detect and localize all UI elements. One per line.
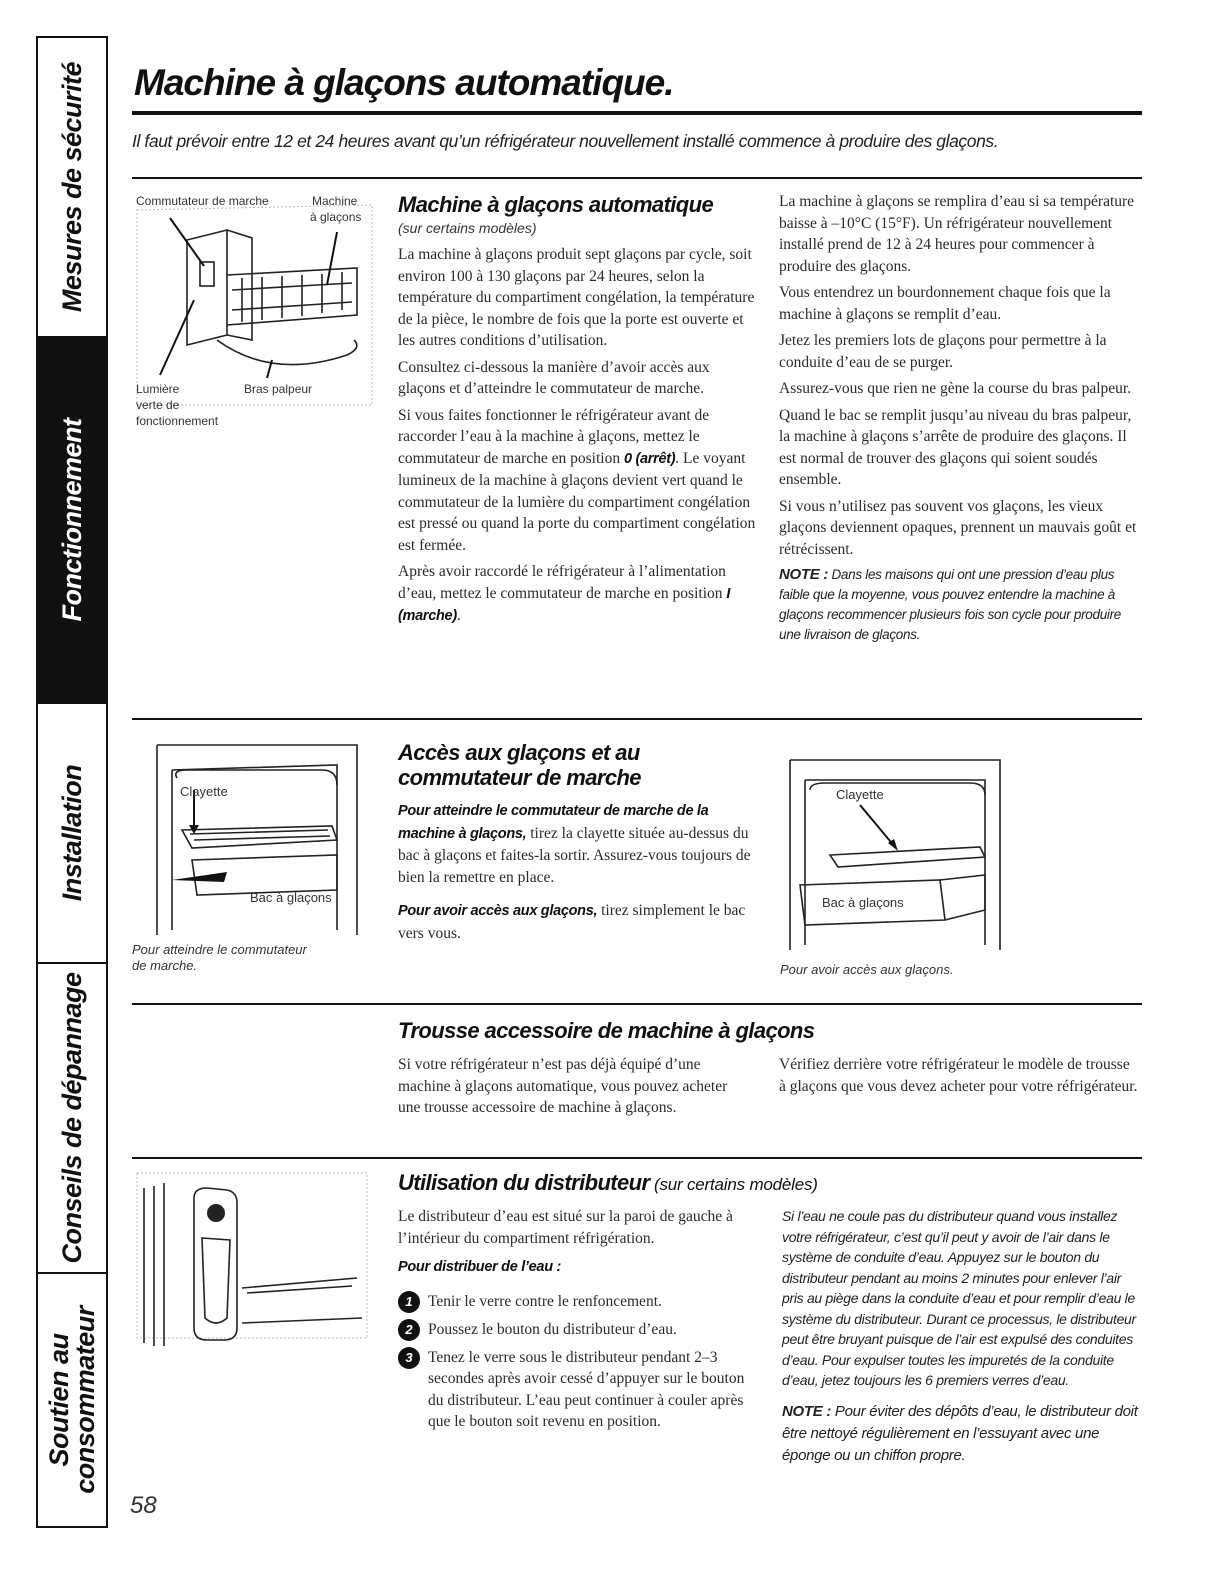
lead-text: Pour distribuer de l’eau :	[398, 1259, 562, 1275]
label-ice-bin: Bac à glaçons	[822, 895, 904, 910]
dispenser-illustration	[132, 1168, 372, 1358]
paragraph: Si vous n’utilisez pas souvent vos glaçons, les vieux glaçons deviennent opaques, prennent un mauvais goût et rétrécissent.	[779, 497, 1137, 558]
tab-label-line2: consommateur	[70, 1306, 100, 1494]
tab-label: Conseils de dépannage	[57, 972, 87, 1264]
note-label: NOTE :	[782, 1402, 832, 1420]
label-light-2: verte de	[136, 398, 180, 412]
paragraph: Si vous faites fonctionner le réfrigérateur avant de raccorder l’eau à la machine à glaçons, mettez le commutateur de marche en position 0 (arrêt). Le voyant lumineux de la machine à glaçons devient vert quand le commutateur de la lumière du compartiment congélation est pressé ou quand la porte du compartiment congélation est fermée.	[398, 406, 756, 554]
caption-left: Pour atteindre le commutateur de marche.	[132, 942, 307, 973]
step-number: 2	[398, 1319, 420, 1341]
note: NOTE : Pour éviter des dépôts d’eau, le distributeur doit être nettoyé régulièrement en l’essuyant avec une éponge ou un chiffon propre.	[782, 1402, 1138, 1464]
tab-label: Mesures de sécurité	[57, 61, 87, 313]
shelf-illustration-right	[780, 735, 1015, 955]
page-title: Machine à glaçons automatique.	[134, 62, 674, 103]
heading-machine-a-glacons: Machine à glaçons automatique	[398, 192, 714, 217]
label-light-1: Lumière	[136, 382, 180, 396]
tab-soutien-au-consommateur[interactable]	[38, 1274, 106, 1526]
section1-left-column	[398, 244, 758, 633]
paragraph: Le distributeur d’eau est situé sur la paroi de gauche à l’intérieur du compartiment réfrigération.	[398, 1208, 733, 1247]
title-rule	[132, 111, 1142, 115]
label-shelf: Clayette	[836, 787, 884, 802]
step-text: Poussez le bouton du distributeur d’eau.	[428, 1320, 677, 1338]
section2-text	[398, 800, 758, 949]
position-on: I (marche)	[398, 585, 731, 624]
shelf-illustration-left	[132, 730, 372, 940]
paragraph: Vous entendrez un bourdonnement chaque fois que la machine à glaçons se remplit d’eau.	[779, 284, 1111, 323]
note-label: NOTE :	[779, 566, 829, 583]
heading-sub: (sur certains modèles)	[649, 1175, 818, 1194]
note-paragraph: Si l’eau ne coule pas du distributeur quand vous installez votre réfrigérateur, c’est qu’il peut y avoir de l’air dans le système de conduite d’eau. Appuyez sur le bouton du distributeur pendant au moins 2 minutes pour enlever l’air pris au piège dans la conduite d’eau et pour remplir d’eau le système du distributeur. Durant ce processus, le distributeur peut être bruyant puisque de l’air est expulsé des conduites d’eau. Pour expulser toutes les impuretés de la conduite d’eau, jetez toujours les 6 premiers verres d’eau.	[782, 1208, 1136, 1388]
tab-conseils-de-depannage[interactable]	[38, 964, 106, 1274]
paragraph: Quand le bac se remplit jusqu’au niveau du bras palpeur, la machine à glaçons s’arrête de produire des glaçons. Il est normal de trouver des glaçons qui soient soudés ensemble.	[779, 406, 1132, 488]
divider	[132, 1157, 1142, 1159]
tab-label: Installation	[57, 764, 87, 902]
label-machine-2: à glaçons	[310, 210, 362, 224]
intro-text: Il faut prévoir entre 12 et 24 heures avant qu’un réfrigérateur nouvellement installé commence à produire des glaçons.	[132, 131, 999, 151]
step-number: 3	[398, 1347, 420, 1369]
tab-label-line1: Soutien au	[44, 1333, 74, 1467]
divider	[132, 1003, 1142, 1005]
subnote-certain-models: (sur certains modèles)	[398, 220, 537, 236]
tab-label	[46, 1306, 98, 1494]
paragraph: Assurez-vous que rien ne gène la course du bras palpeur.	[779, 380, 1132, 397]
section4-right	[782, 1206, 1142, 1472]
page-number: 58	[130, 1492, 157, 1519]
step-text: Tenez le verre sous le distributeur pendant 2–3 secondes après avoir cessé d’appuyer sur le bouton du distributeur. L’eau peut continuer à couler après que le bouton soit revenu en position.	[428, 1348, 745, 1430]
step-item	[398, 1319, 758, 1341]
divider	[132, 718, 1142, 720]
caption-right: Pour avoir accès aux glaçons.	[780, 962, 954, 977]
position-off: 0 (arrêt)	[623, 450, 676, 467]
label-light-3: fonctionnement	[136, 414, 219, 428]
paragraph: Consultez ci-dessous la manière d’avoir accès aux glaçons et d’atteindre le commutateur de marche.	[398, 358, 710, 397]
dispenser-drawing	[132, 1168, 372, 1358]
paragraph: La machine à glaçons produit sept glaçons par cycle, soit environ 100 à 130 glaçons par 24 heures, selon la température du compartiment congélation, la température de la pièce, le nombre de fois que la porte est ouverte et les autres conditions d’utilisation.	[398, 246, 755, 349]
section1-right-column	[779, 191, 1139, 650]
step-number: 1	[398, 1291, 420, 1313]
paragraph: Pour atteindre le commutateur de marche de la machine à glaçons, tirez la clayette située au-dessus du bac à glaçons et faites-la sortir. Assurez-vous toujours de bien la remettre en place.	[398, 803, 751, 886]
paragraph: Jetez les premiers lots de glaçons pour permettre à la conduite d’eau de se purger.	[779, 332, 1107, 371]
section-tabs	[36, 36, 108, 1528]
label-shelf: Clayette	[180, 784, 228, 799]
step-text: Tenir le verre contre le renfoncement.	[428, 1292, 662, 1310]
note: NOTE : Dans les maisons qui ont une pression d’eau plus faible que la moyenne, vous pouvez entendre la machine à glaçons recommencer plusieurs fois son cycle pour produire une livraison de glaçons.	[779, 566, 1122, 642]
paragraph: Pour avoir accès aux glaçons, tirez simplement le bac vers vous.	[398, 902, 746, 942]
tab-mesures-de-securite[interactable]	[38, 38, 106, 338]
label-machine-1: Machine	[312, 194, 358, 208]
heading-acces-aux-glacons: Accès aux glaçons et au commutateur de marche	[398, 740, 641, 790]
divider	[132, 177, 1142, 179]
tab-label: Fonctionnement	[57, 418, 87, 622]
paragraph: Après avoir raccordé le réfrigérateur à l’alimentation d’eau, mettez le commutateur de marche en position I (marche).	[398, 563, 731, 624]
section3-left: Si votre réfrigérateur n’est pas déjà équipé d’une machine à glaçons automatique, vous pouvez acheter une trousse accessoire de machine à glaçons.	[398, 1056, 728, 1116]
paragraph: La machine à glaçons se remplira d’eau si sa température baisse à –10°C (15°F). Un réfrigérateur nouvellement installé prend de 12 à 24 heures pour commencer à produire des glaçons.	[779, 193, 1135, 275]
section3-right: Vérifiez derrière votre réfrigérateur le modèle de trousse à glaçons que vous devez acheter pour votre réfrigérateur.	[779, 1056, 1138, 1095]
label-arm: Bras palpeur	[244, 382, 313, 396]
section4-left	[398, 1206, 758, 1439]
tab-fonctionnement[interactable]	[38, 338, 106, 704]
heading-utilisation-distributeur: Utilisation du distributeur (sur certains modèles)	[398, 1170, 818, 1195]
label-ice-bin: Bac à glaçons	[250, 890, 332, 905]
step-item	[398, 1291, 758, 1313]
shelf-drawing-right	[780, 735, 1015, 955]
lead-text: Pour atteindre le commutateur de marche de la machine à glaçons,	[398, 803, 709, 842]
icemaker-illustration	[132, 190, 377, 440]
shelf-drawing-left	[132, 730, 372, 940]
heading-trousse-accessoire: Trousse accessoire de machine à glaçons	[398, 1018, 815, 1043]
tab-installation[interactable]	[38, 704, 106, 964]
label-switch: Commutateur de marche	[136, 194, 269, 208]
lead-text: Pour avoir accès aux glaçons,	[398, 903, 598, 919]
step-item	[398, 1347, 758, 1433]
